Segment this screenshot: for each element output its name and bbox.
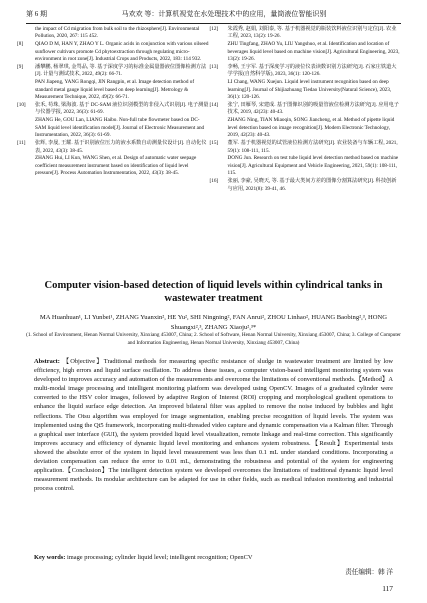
reference-number: [8]: [17, 41, 24, 48]
reference-entry: [209, 178, 402, 193]
reference-text: PAN Jiapeng, YANG Rongqi, JIN Rangpin, et al. Image detection method of standard metal gauge liquid level based on deep learning[J]. Metrology & Measurement Technique, 2022, 49(2): 66-71.: [35, 79, 195, 101]
reference-entry: [209, 26, 402, 41]
reference-text: ZHU Tingfang, ZHAO Yu, LIU Yangshuo, et al. Identification and location of beverages liquid level based on machine vision[J]. Agricultural Engineering, 2023, 13(2): 19-26.: [227, 41, 400, 63]
reference-number: [9]: [17, 64, 24, 71]
reference-entry: [219, 117, 402, 139]
reference-text: 潘攀鹏, 杨翠琪, 金骂品, 等. 基于深度学习的标准金属量器液位图像检测方法[J]. 计量与测试技术, 2022, 49(2): 66-71.: [35, 64, 207, 78]
reference-text: ZHANG Ning, TIAN Miaoqin, SONG Jiancheng, et al. Method of pipette liquid level detection based on image recognition[J]. Modern Electronic Technology, 2019, 42(23): 40-43.: [227, 117, 395, 139]
affiliations: (1. School of Environment, Henan Normal University, Xinxiang 453007, China; 2. School of Software, Henan Normal University, Xinxiang 453007, China; 3. College of Computer and Information Engineering, Henan Normal University, Xinxiang 453007, China): [26, 332, 401, 346]
reference-entry: [209, 140, 402, 155]
english-title: Computer vision-based detection of liquid levels within cylindrical tanks in wastewater treatment: [44, 280, 383, 304]
reference-text: ZHANG Hui, LI Kun, WANG Shen, et al. Design of automatic water seepage coefficient measurement instrument based on identification of liquid level pressure[J]. Process Automation Instrumentation, 2022, 43(3): 38-45.: [35, 155, 197, 177]
author-list: MA Huanhuan¹, LI Yunbei¹, ZHANG Yuanxin², HE Yu², SHI Ningning², FAN Anrui², ZHOU Linhao², HUANG Baobing²,³, HONG Shuangxi²,³, ZHANG Xiaoju²,³*: [39, 314, 388, 331]
reference-list: [17, 26, 401, 256]
abstract: [34, 357, 393, 493]
reference-number: [15]: [209, 140, 219, 147]
reference-entry: [17, 140, 209, 155]
reference-entry: [26, 117, 209, 139]
reference-number: [16]: [209, 178, 219, 185]
keywords: [34, 553, 393, 562]
reference-entry: [219, 79, 402, 101]
reference-text: 董军. 基于机器视觉的试管液位检测方法研究[J]. 农业装备与车辆工程, 2021, 59(1): 108-111, 115.: [227, 140, 398, 154]
reference-column-right: [209, 26, 402, 256]
reference-number: [14]: [209, 102, 219, 109]
reference-entry: [219, 155, 402, 177]
reference-entry: [26, 26, 209, 41]
reference-text: 张丽, 李豪, 吴晓天, 等. 基于最大类间方差的图像分割算法研究[J]. 科技创新与应用, 2021(8): 39-41, 46.: [227, 178, 397, 192]
responsible-editor: 责任编辑：韩 洋: [345, 569, 393, 576]
reference-entry: [26, 155, 209, 177]
reference-text: DONG Jun. Research on test tube liquid level detection method based on machine vision[J]. Agricultural Equipment and Vehicle Engineering, 2021, 59(1): 108-111, 115.: [227, 155, 399, 177]
reference-number: [13]: [209, 64, 219, 71]
reference-entry: [17, 64, 209, 79]
reference-text: 张禾, 苟珠, 梁海波. 基于 DC-SAM 液位识别模型的非侵入式识别[J]. 电子测量与仪器学报, 2022, 36(3): 61-69.: [35, 102, 209, 116]
reference-number: [10]: [17, 102, 26, 109]
reference-entry: [219, 41, 402, 63]
reference-entry: [209, 102, 402, 117]
page-number: 117: [382, 584, 393, 593]
reference-number: [12]: [209, 26, 219, 32]
reference-entry: [17, 41, 209, 63]
reference-entry: [209, 64, 402, 79]
keywords-label: Key words:: [34, 554, 66, 561]
reference-entry: [26, 79, 209, 101]
abstract-text: 【Objective】Traditional methods for measuring specific resistance of sludge in wastewater treatment are limited by low efficiency, high errors and liquid surface oscillation. To address these issues, a computer vision-based intelligent monitoring system was developed to improves accuracy and automation of the measurements and overcome the limitations of conventional methods.【Method】A multi-modal image processing and intelligent monitoring platform was developed using OpenCV. Images of a graduated cylinder were converted to the HSV color images, followed by adaptive Region of Interest (ROI) cropping and morphological gradient operations to enhance the liquid surface edge detection. An improved bilateral filter was applied to remove the noise induced by bubbles and light reflections. The Otsu algorithm was employed for image segmentation, enabling precise recognition of liquid levels. The system was implemented using the Qt5 framework, incorporating multi-threaded video capture and dynamic compensation via a Kalman filter. Through a graphical user interface (GUI), the system provided liquid level visualization, remote linkage and real-time correction. This significantly improves accuracy and efficiency of dynamic liquid level monitoring and enhances system robustness.【Result】Experimental tests showed the absolute error of the system in liquid level measurement was less than 0.1 mL under standard conditions. Incorporating a deviation compensation can reduce the error to 0.01 mL, demonstrating the robustness and potential of the system for engineering application.【Conclusion】The intelligent detection system we developed overcomes the limitations of traditional dynamic liquid level measurement methods. Its modular architecture can be adapted for use in other fields, such as medical infusion monitoring and industrial process control.: [34, 358, 393, 493]
reference-entry: [17, 102, 209, 117]
keywords-text: image processing; cylinder liquid level; intelligent recognition; OpenCV: [67, 554, 253, 561]
reference-text: 张宁, 田雁琴, 宋建成. 基于图像识别的吸量管液位检测方法研究[J]. 应用电子技术, 2019, 42(23): 40-43.: [227, 102, 399, 116]
reference-text: ZHANG He, GOU Lan, LIANG Haibo. Non-full tube flowmeter based on DC-SAM liquid level identification model[J]. Journal of Electronic Measurement and Instrumentation, 2022, 36(3): 61-69.: [35, 117, 205, 139]
reference-text: 张辉, 李晟, 王耀. 基于识别液位压力的液水系数自动测量仪设计[J]. 自动化仪表, 2022, 43(3): 38-45.: [35, 140, 207, 154]
reference-text: QIAO D M, HAN Y, ZHAO Y L. Organic acids in conjunction with various oilseed sunflower cultivars promote Cd phytoextraction through regulating micro-environment in root zone[J]. Industrial Crops and Products, 2022, 183: 114 932.: [35, 41, 209, 63]
reference-column-left: [17, 26, 209, 256]
abstract-label: Abstract:: [34, 358, 60, 365]
header-journal-title: 马欢欢 等：计算机视觉在水处理技术中的应用，量筒液位智能识别: [121, 10, 327, 18]
reference-text: 李畅, 王宇军. 基于深度学习的液位仪表读数识别方法研究[J]. 石家庄铁道大学学报(自然科学版), 2023, 36(1): 120-126.: [227, 64, 397, 78]
reference-text: 朱霞秀, 赵娟, 刘阳泰, 等. 基于机器视觉的瓶装饮料液位识别与定位[J]. 农业工程, 2023, 13(2): 19-26.: [227, 26, 397, 40]
header-issue: 第 6 期: [26, 10, 47, 18]
reference-number: [11]: [17, 140, 26, 147]
reference-text: LI Chang, WANG Xuejun. Liquid level instrument recognition based on deep learning[J]. Journal of Shijiazhuang Tiedao University(Natural Science), 2023, 36(1): 120-126.: [227, 79, 392, 101]
running-header: [26, 8, 401, 24]
reference-text: the impact of Cd migration from bulk soil to the rhizosphere[J]. Environmental Pollution, 2020, 267: 115 452.: [35, 26, 200, 40]
